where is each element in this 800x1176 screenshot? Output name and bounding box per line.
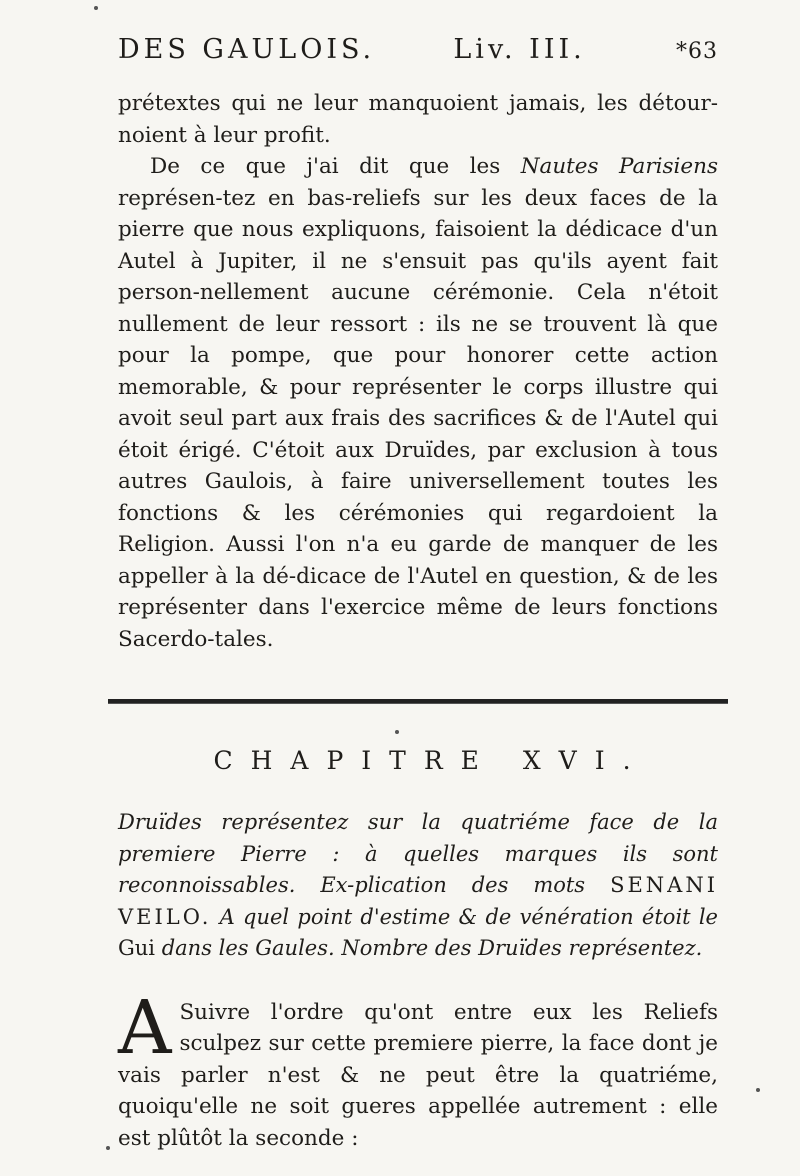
summary-text: dans les Gaules. Nombre des Druïdes représentez. xyxy=(161,936,703,960)
paragraph-text: représen-tez en bas-reliefs sur les deux faces de la pierre que nous expliquons, faisoient la dédicace d'un Autel à Jupiter, il ne s'ensuit pas qu'ils ayent fait person-nellement aucune cérémonie. Cela n'étoit nullement de leur ressort : ils ne se trouvent là que pour la pompe, que pour honorer cette action memorable, & pour représenter le corps illustre qui avoit seul part aux frais des sacrifices & de l'Autel qui étoit érigé. C'étoit aux Druïdes, par exclusion à tous autres Gaulois, à faire universellement toutes les fonctions & les cérémonies qui regardoient la Religion. Aussi l'on n'a eu garde de manquer de les appeller à la dé-dicace de l'Autel en question, & de les représenter dans l'exercice même de leurs fonctions Sacerdo-tales. xyxy=(118,185,718,652)
paragraph-continuation: prétextes qui ne leur manquoient jamais, les détour-noient à leur profit. xyxy=(118,91,718,148)
paper-speck xyxy=(94,6,98,10)
opening-text: Suivre l'ordre qu'ont entre eux les Reliefs sculpez sur cette premiere pierre, la face dont je vais parler n'est & ne peut être la quatriéme, quoiqu'elle ne soit gueres appellée autrement : elle est plûtôt la seconde : xyxy=(118,999,718,1151)
paper-speck xyxy=(106,1146,110,1150)
page-number: *63 xyxy=(676,39,718,64)
chapter-summary xyxy=(118,807,718,965)
paper-speck xyxy=(756,1088,760,1092)
book-number: Liv. III. xyxy=(453,34,586,65)
running-title: DES GAULOIS. xyxy=(118,34,376,65)
book-page xyxy=(118,34,718,1154)
summary-inscription: SENANI VEILO. xyxy=(118,873,718,929)
body-text xyxy=(118,88,718,655)
paragraph-text: De ce que j'ai dit que les xyxy=(150,154,521,179)
nautes-parisiens-italic: Nautes Parisiens xyxy=(520,154,718,179)
summary-gui: Gui xyxy=(118,936,156,960)
drop-cap: A xyxy=(118,984,172,1071)
chapter-opening-paragraph xyxy=(118,984,718,1155)
chapter-heading: CHAPITRE XVI. xyxy=(213,746,649,775)
paper-speck xyxy=(395,730,399,734)
chapter-divider-rule xyxy=(108,699,728,704)
summary-text: Druïdes représentez sur la quatriéme face de la premiere Pierre : à quelles marques ils sont reconnoissables. Ex-plication des mots xyxy=(118,810,718,897)
summary-text: A quel point d'estime & de vénération étoit le xyxy=(219,904,718,929)
paragraph-nautes xyxy=(118,151,718,655)
running-head xyxy=(118,34,718,84)
